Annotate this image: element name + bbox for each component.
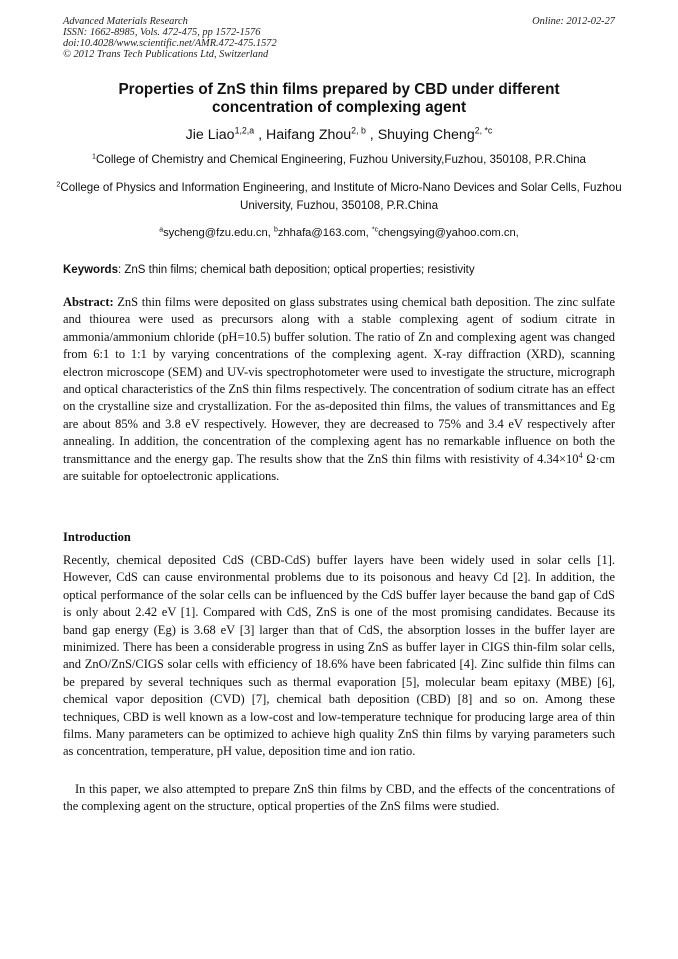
affiliation-text: College of Physics and Information Engineering, and Institute of Micro-Nano Devices and Solar Cells, Fuzhou University, Fuzhou, 350108, P.R.China xyxy=(60,181,622,212)
affiliation-mark: 2 xyxy=(56,179,61,189)
author-name: Jie Liao xyxy=(185,127,235,143)
title-line-2: concentration of complexing agent xyxy=(211,99,467,116)
email-mark: a xyxy=(159,226,164,234)
email-link[interactable]: chengsying@yahoo.com.cn xyxy=(378,227,516,239)
author-name: Shuying Cheng xyxy=(377,127,475,143)
author-name: Haifang Zhou xyxy=(265,127,352,143)
abstract-exponent: 4 xyxy=(578,450,583,460)
copyright-line: © 2012 Trans Tech Publications Ltd, Switzerland xyxy=(63,49,269,60)
email-list: $^a$sycheng@fzu.edu.cn, $^b$zhhafa@163.com, $^{*c}$chengsying@yahoo.com.cn, xyxy=(159,226,519,239)
author-list xyxy=(40,126,638,144)
introduction-paragraph-1: Recently, chemical deposited CdS (CBD-CdS) buffer layers have been widely used in solar cells [1]. However, CdS can cause environmental problems due to its poisonous and heavy Cd [2]. In addition, the optical performance of the solar cells can be influenced by the CdS buffer layer because the band gap of CdS is only about 2.42 eV [1]. Compared with CdS, ZnS is one of the most promising candidates. Because its band gap energy (Eg) is 3.68 eV [3] larger than that of CdS, the absorption losses in the buffer layer are minimized. There has been a considerable progress in using ZnS as buffer layer in CIGS thin-film solar cells, and ZnO/ZnS/CIGS solar cells with efficiency of 18.6% have been fabricated [4]. Zinc sulfide thin films can be prepared by several techniques such as thermal evaporation [5], molecular beam epitaxy (MBE) [6], chemical vapor deposition (CVD) [7], chemical bath deposition (CBD) [8] and so on. Among these techniques, CBD is well known as a low-cost and low-temperature technique for producing large area of thin films. Many parameters can be optimized to achieve high quality ZnS thin films by varying parameters such as concentration, temperature, pH value, deposition time and ion ratio. xyxy=(63,553,615,759)
journal-name: Advanced Materials Research xyxy=(63,16,188,27)
abstract-label: Abstract: xyxy=(63,295,114,309)
affiliation-2 xyxy=(40,179,638,215)
introduction-paragraph-2: In this paper, we also attempted to prepare ZnS thin films by CBD, and the effects of the concentrations of the complexing agent on the structure, optical properties of the ZnS films were studied. xyxy=(63,782,615,814)
author-affiliation-mark: 2, b xyxy=(351,125,366,136)
email-link[interactable]: sycheng@fzu.edu.cn xyxy=(163,227,268,239)
keywords-label: Keywords xyxy=(63,264,118,276)
author-separator: , xyxy=(365,127,378,143)
email-mark: b xyxy=(273,226,278,234)
author-separator: , xyxy=(254,127,266,143)
abstract-tail: Ω·cm are suitable for optoelectronic applications. xyxy=(63,451,615,484)
email-link[interactable]: zhhafa@163.com xyxy=(277,227,366,239)
affiliation-mark: 1 xyxy=(92,151,96,161)
keywords xyxy=(63,262,615,278)
abstract-text: ZnS thin films were deposited on glass substrates using chemical bath deposition. The zinc sulfate and thiourea were used as precursors along with a stable complexing agent of sodium citrate in ammonia/ammonium chloride (pH=10.5) buffer solution. The ratio of Zn and complexing agent was changed from 6:1 to 1:1 by varying concentrations of the complexing agent. X-ray diffraction (XRD), scanning electron microscope (SEM) and UV-vis spectrophotometer were used to investigate the structure, micrograph and optical characteristics of the ZnS thin films respectively. The concentration of sodium citrate has an effect on the crystalline size and crystallization. For the as-deposited thin films, the values of transmittances and Eg are about 85% and 3.8 eV respectively. However, they are decreased to 75% and 3.4 eV respectively after annealing. In addition, the concentration of the complexing agent has no remarkable influence on both the transmittance and the energy gap. The results show that the ZnS thin films with resistivity of 4.34×10 xyxy=(63,295,615,466)
title-line-1: Properties of ZnS thin films prepared by CBD under different xyxy=(118,81,560,98)
journal-header xyxy=(63,16,615,60)
doi-line: doi:10.4028/www.scientific.net/AMR.472-475.1572 xyxy=(63,38,277,49)
author-affiliation-mark: 2, *c xyxy=(474,125,493,136)
affiliation-text: College of Chemistry and Chemical Engineering, Fuzhou University,Fuzhou, 350108, P.R.China xyxy=(96,153,586,166)
introduction-heading: Introduction xyxy=(63,530,131,544)
affiliation-1 xyxy=(40,151,638,169)
keywords-text: : ZnS thin films; chemical bath deposition; optical properties; resistivity xyxy=(117,264,475,276)
issn-line: ISSN: 1662-8985, Vols. 472-475, pp 1572-1576 xyxy=(63,27,261,38)
paper-title xyxy=(40,81,638,117)
online-date: Online: 2012-02-27 xyxy=(532,16,615,27)
author-affiliation-mark: 1,2,a xyxy=(234,125,255,136)
email-mark: *c xyxy=(371,226,379,234)
abstract xyxy=(63,294,615,485)
